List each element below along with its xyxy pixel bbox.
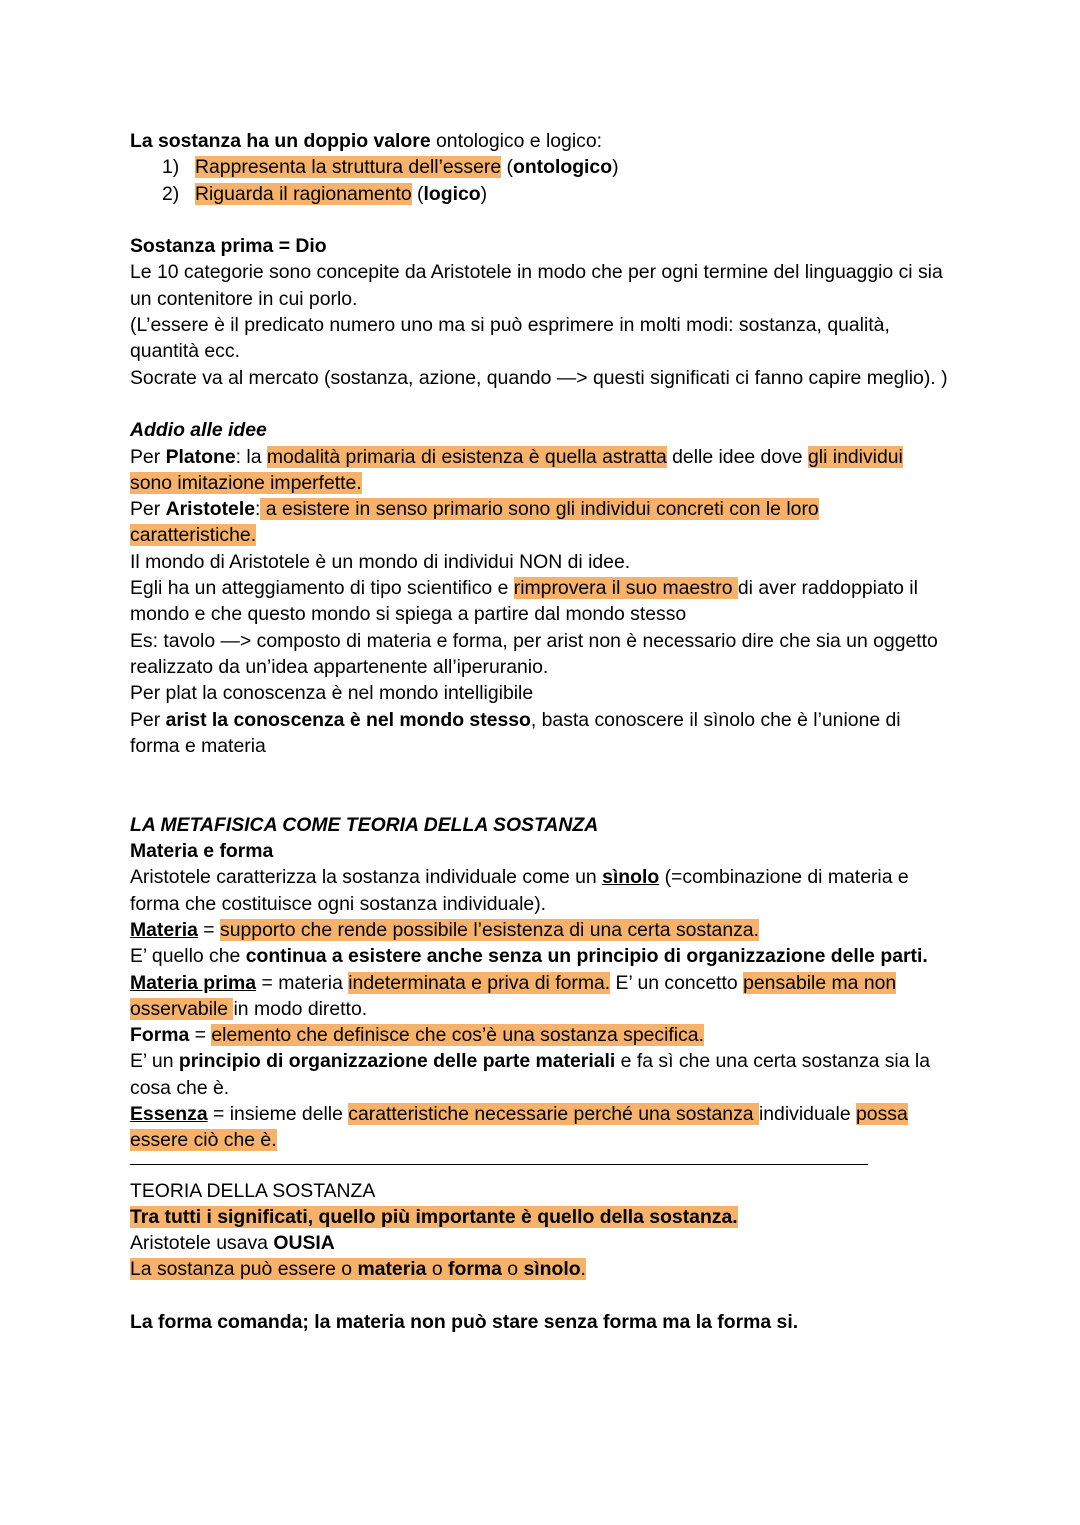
highlighted-text: Rappresenta la struttura dell’essere bbox=[195, 156, 502, 179]
bold-text: La sostanza ha un doppio valore bbox=[130, 130, 431, 152]
definition-forma bbox=[130, 1022, 950, 1048]
heading-sostanza-prima bbox=[130, 233, 950, 259]
paragraph-categorie: Le 10 categorie sono concepite da Aristotele in modo che per ogni termine del linguaggio ci sia un contenitore in cui porlo. bbox=[130, 261, 943, 310]
text: Egli ha un atteggiamento di tipo scientifico e bbox=[130, 577, 514, 600]
paragraph-essere: (L’essere è il predicato numero uno ma si può esprimere in molti modi: sostanza, qualità, quantità ecc. bbox=[130, 314, 890, 363]
text: delle idee dove bbox=[666, 445, 808, 468]
paragraph-mondo: Il mondo di Aristotele è un mondo di individui NON di idee. bbox=[130, 550, 631, 573]
highlighted-text: indeterminata e priva di forma. bbox=[348, 971, 611, 994]
paragraph-ousia bbox=[130, 1230, 950, 1256]
highlighted-text: a esistere in senso primario sono gli individui concreti con le loro caratteristiche. bbox=[130, 498, 819, 547]
bold-text: Sostanza prima = Dio bbox=[130, 235, 327, 258]
bold-term: Forma bbox=[130, 1024, 190, 1047]
highlighted-text: Riguarda il ragionamento bbox=[195, 182, 412, 205]
text: = bbox=[197, 918, 221, 941]
underlined-term: Materia bbox=[130, 918, 198, 941]
text: : la bbox=[235, 445, 267, 468]
list-item bbox=[130, 181, 950, 207]
text: Aristotele caratterizza la sostanza individuale come un bbox=[130, 866, 603, 889]
bold-text: materia bbox=[357, 1258, 427, 1281]
text: ontologico e logico: bbox=[430, 130, 603, 152]
paragraph-tra-tutti bbox=[130, 1204, 950, 1230]
highlighted-text: elemento che definisce che cos’è una sostanza specifica. bbox=[211, 1024, 704, 1047]
text: Per bbox=[130, 708, 166, 731]
text: E’ un concetto bbox=[610, 971, 744, 994]
paragraph-forma-comanda bbox=[130, 1309, 950, 1335]
text: Per bbox=[130, 445, 166, 468]
highlighted-text: supporto che rende possibile l’esistenza di una certa sostanza. bbox=[220, 918, 759, 941]
text: E’ un bbox=[130, 1050, 179, 1073]
paragraph-tavolo: Es: tavolo —> composto di materia e forma, per arist non è necessario dire che sia un oggetto realizzato da un’idea appartenente all’iperuranio. bbox=[130, 629, 938, 678]
bold-text: ontologico bbox=[512, 156, 613, 179]
text: ( bbox=[501, 156, 513, 179]
text: , basta conoscere il sìnolo che è l’unione di forma e materia bbox=[130, 708, 901, 757]
paragraph-sostanza-puo bbox=[130, 1256, 950, 1282]
text: La sostanza può essere o bbox=[130, 1258, 358, 1281]
paragraph-aristotele bbox=[130, 496, 950, 549]
text: ) bbox=[612, 156, 619, 179]
definition-materia-prima bbox=[130, 970, 950, 1023]
paragraph-arist-conoscenza bbox=[130, 707, 950, 760]
paragraph-sinolo bbox=[130, 864, 950, 917]
text: in modo diretto. bbox=[233, 997, 368, 1020]
text: = bbox=[189, 1024, 212, 1047]
underlined-term: sìnolo bbox=[602, 866, 660, 889]
text: ( bbox=[411, 182, 424, 205]
paragraph-forma-cont bbox=[130, 1048, 950, 1101]
text: ) bbox=[480, 182, 488, 205]
highlighted-text: modalità primaria di esistenza è quella astratta bbox=[266, 445, 667, 468]
bold-text: Aristotele bbox=[165, 498, 255, 521]
bold-italic-text: LA METAFISICA COME TEORIA DELLA SOSTANZA bbox=[130, 813, 599, 836]
paragraph-materia-cont bbox=[130, 943, 950, 969]
highlighted-text: rimprovera il suo maestro bbox=[513, 577, 738, 600]
paragraph-plat: Per plat la conoscenza è nel mondo intelligibile bbox=[130, 682, 534, 705]
text: o bbox=[426, 1258, 449, 1281]
text: = insieme delle bbox=[207, 1102, 349, 1125]
highlighted-text: pensabile ma non osservabile bbox=[130, 971, 897, 1020]
document-body bbox=[130, 128, 950, 1335]
bold-text: La forma comanda; la materia non può stare senza forma ma la forma si. bbox=[130, 1311, 799, 1334]
bold-text: Materia e forma bbox=[130, 840, 274, 863]
highlighted-text: gli individui sono imitazione imperfette. bbox=[130, 445, 903, 494]
highlighted-text: caratteristiche necessarie perché una sostanza bbox=[348, 1102, 759, 1125]
highlighted-bold-text: Tra tutti i significati, quello più importante è quello della sostanza. bbox=[130, 1205, 738, 1228]
bold-text: logico bbox=[423, 182, 481, 205]
text: Per bbox=[130, 498, 166, 521]
text: Aristotele usava bbox=[130, 1232, 274, 1255]
bold-text: OUSIA bbox=[273, 1232, 335, 1255]
list-item bbox=[130, 154, 950, 180]
text: e fa sì che una certa sostanza sia la cosa che è. bbox=[130, 1050, 931, 1099]
text: : bbox=[255, 498, 261, 521]
heading-addio-alle-idee bbox=[130, 417, 950, 443]
paragraph-scientifico bbox=[130, 575, 950, 628]
text: E’ quello che bbox=[130, 945, 246, 968]
list-number: 1) bbox=[162, 156, 180, 179]
bold-text: continua a esistere anche senza un principio di organizzazione delle parti. bbox=[245, 945, 928, 968]
highlighted-text bbox=[130, 1258, 586, 1280]
bold-text: arist la conoscenza è nel mondo stesso bbox=[165, 708, 531, 731]
paragraph-doppio-valore bbox=[130, 128, 950, 154]
paragraph-socrate: Socrate va al mercato (sostanza, azione, quando —> questi significati ci fanno capire meglio). ) bbox=[130, 366, 948, 389]
underlined-term: Essenza bbox=[130, 1102, 208, 1125]
heading-metafisica bbox=[130, 812, 950, 838]
bold-italic-text: Addio alle idee bbox=[130, 419, 267, 442]
text: individuale bbox=[758, 1102, 856, 1125]
text: . bbox=[580, 1258, 586, 1281]
definition-materia bbox=[130, 917, 950, 943]
text: di aver raddoppiato il mondo e che questo mondo si spiega a partire dal mondo stesso bbox=[130, 577, 918, 626]
underlined-term: Materia prima bbox=[130, 971, 257, 994]
bold-text: principio di organizzazione delle parte materiali bbox=[178, 1050, 616, 1073]
heading-materia-forma bbox=[130, 838, 950, 864]
text: o bbox=[501, 1258, 524, 1281]
bold-text: Platone bbox=[165, 445, 236, 468]
highlighted-text: possa essere ciò che è. bbox=[130, 1102, 908, 1152]
horizontal-rule bbox=[130, 1164, 868, 1165]
bold-text: sìnolo bbox=[523, 1258, 581, 1281]
heading-teoria-sostanza: TEORIA DELLA SOSTANZA bbox=[130, 1179, 376, 1202]
definition-essenza bbox=[130, 1101, 950, 1154]
list-number: 2) bbox=[162, 182, 180, 205]
bold-text: forma bbox=[448, 1258, 502, 1281]
paragraph-platone bbox=[130, 444, 950, 497]
text: (=combinazione di materia e forma che costituisce ogni sostanza individuale). bbox=[130, 866, 909, 915]
text: = materia bbox=[256, 971, 349, 994]
